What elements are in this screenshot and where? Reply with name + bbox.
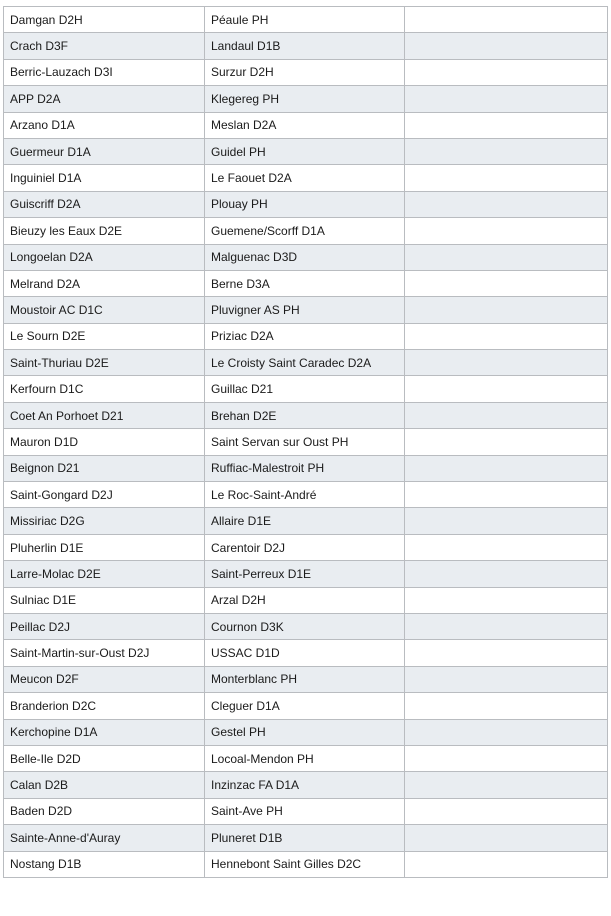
table-row (4, 534, 608, 560)
home-team-cell: Missiriac D2G (4, 508, 205, 534)
home-team-cell: Bieuzy les Eaux D2E (4, 218, 205, 244)
result-cell (405, 534, 608, 560)
table-row (4, 825, 608, 851)
home-team-cell: Crach D3F (4, 33, 205, 59)
result-cell (405, 508, 608, 534)
away-team-cell: Brehan D2E (205, 402, 405, 428)
home-team-cell: Calan D2B (4, 772, 205, 798)
result-cell (405, 86, 608, 112)
home-team-cell: Coet An Porhoet D21 (4, 402, 205, 428)
away-team-cell: Klegereg PH (205, 86, 405, 112)
table-row (4, 693, 608, 719)
away-team-cell: Pluneret D1B (205, 825, 405, 851)
result-cell (405, 719, 608, 745)
table-row (4, 455, 608, 481)
result-cell (405, 745, 608, 771)
home-team-cell: Branderion D2C (4, 693, 205, 719)
away-team-cell: Cleguer D1A (205, 693, 405, 719)
home-team-cell: Inguiniel D1A (4, 165, 205, 191)
result-cell (405, 402, 608, 428)
result-cell (405, 350, 608, 376)
table-row (4, 640, 608, 666)
home-team-cell: Peillac D2J (4, 613, 205, 639)
home-team-cell: APP D2A (4, 86, 205, 112)
result-cell (405, 851, 608, 877)
result-cell (405, 613, 608, 639)
away-team-cell: Ruffiac-Malestroit PH (205, 455, 405, 481)
away-team-cell: Locoal-Mendon PH (205, 745, 405, 771)
result-cell (405, 693, 608, 719)
away-team-cell: Gestel PH (205, 719, 405, 745)
home-team-cell: Belle-Ile D2D (4, 745, 205, 771)
table-row (4, 112, 608, 138)
table-row (4, 33, 608, 59)
result-cell (405, 270, 608, 296)
table-row (4, 613, 608, 639)
home-team-cell: Melrand D2A (4, 270, 205, 296)
table-row (4, 323, 608, 349)
result-cell (405, 825, 608, 851)
table-row (4, 772, 608, 798)
table-row (4, 86, 608, 112)
table-row (4, 7, 608, 33)
table-row (4, 587, 608, 613)
table-row (4, 851, 608, 877)
home-team-cell: Nostang D1B (4, 851, 205, 877)
home-team-cell: Beignon D21 (4, 455, 205, 481)
away-team-cell: Le Faouet D2A (205, 165, 405, 191)
table-row (4, 666, 608, 692)
away-team-cell: Saint-Perreux D1E (205, 561, 405, 587)
result-cell (405, 59, 608, 85)
table-row (4, 138, 608, 164)
table-row (4, 59, 608, 85)
match-table (3, 6, 608, 878)
table-body (4, 7, 608, 878)
result-cell (405, 112, 608, 138)
result-cell (405, 666, 608, 692)
home-team-cell: Moustoir AC D1C (4, 297, 205, 323)
home-team-cell: Damgan D2H (4, 7, 205, 33)
table-row (4, 561, 608, 587)
away-team-cell: Allaire D1E (205, 508, 405, 534)
table-row (4, 218, 608, 244)
table-row (4, 244, 608, 270)
home-team-cell: Longoelan D2A (4, 244, 205, 270)
home-team-cell: Larre-Molac D2E (4, 561, 205, 587)
away-team-cell: Le Croisty Saint Caradec D2A (205, 350, 405, 376)
table-row (4, 402, 608, 428)
away-team-cell: Arzal D2H (205, 587, 405, 613)
home-team-cell: Saint-Gongard D2J (4, 482, 205, 508)
away-team-cell: Guidel PH (205, 138, 405, 164)
result-cell (405, 429, 608, 455)
away-team-cell: Surzur D2H (205, 59, 405, 85)
table-row (4, 165, 608, 191)
table-row (4, 350, 608, 376)
table-row (4, 297, 608, 323)
away-team-cell: Péaule PH (205, 7, 405, 33)
result-cell (405, 798, 608, 824)
table-row (4, 191, 608, 217)
away-team-cell: Malguenac D3D (205, 244, 405, 270)
away-team-cell: Inzinzac FA D1A (205, 772, 405, 798)
away-team-cell: Hennebont Saint Gilles D2C (205, 851, 405, 877)
home-team-cell: Sulniac D1E (4, 587, 205, 613)
result-cell (405, 772, 608, 798)
away-team-cell: Saint-Ave PH (205, 798, 405, 824)
away-team-cell: Cournon D3K (205, 613, 405, 639)
result-cell (405, 33, 608, 59)
result-cell (405, 587, 608, 613)
result-cell (405, 244, 608, 270)
home-team-cell: Baden D2D (4, 798, 205, 824)
result-cell (405, 640, 608, 666)
result-cell (405, 297, 608, 323)
home-team-cell: Guiscriff D2A (4, 191, 205, 217)
home-team-cell: Pluherlin D1E (4, 534, 205, 560)
table-row (4, 719, 608, 745)
result-cell (405, 165, 608, 191)
away-team-cell: Priziac D2A (205, 323, 405, 349)
table-row (4, 270, 608, 296)
table-row (4, 376, 608, 402)
home-team-cell: Saint-Thuriau D2E (4, 350, 205, 376)
away-team-cell: Berne D3A (205, 270, 405, 296)
away-team-cell: Plouay PH (205, 191, 405, 217)
result-cell (405, 455, 608, 481)
result-cell (405, 482, 608, 508)
home-team-cell: Kerfourn D1C (4, 376, 205, 402)
result-cell (405, 218, 608, 244)
away-team-cell: USSAC D1D (205, 640, 405, 666)
result-cell (405, 376, 608, 402)
away-team-cell: Carentoir D2J (205, 534, 405, 560)
home-team-cell: Saint-Martin-sur-Oust D2J (4, 640, 205, 666)
home-team-cell: Le Sourn D2E (4, 323, 205, 349)
away-team-cell: Monterblanc PH (205, 666, 405, 692)
home-team-cell: Kerchopine D1A (4, 719, 205, 745)
home-team-cell: Sainte-Anne-d'Auray (4, 825, 205, 851)
away-team-cell: Landaul D1B (205, 33, 405, 59)
home-team-cell: Mauron D1D (4, 429, 205, 455)
home-team-cell: Berric-Lauzach D3I (4, 59, 205, 85)
away-team-cell: Pluvigner AS PH (205, 297, 405, 323)
result-cell (405, 138, 608, 164)
away-team-cell: Meslan D2A (205, 112, 405, 138)
table-row (4, 429, 608, 455)
result-cell (405, 323, 608, 349)
home-team-cell: Guermeur D1A (4, 138, 205, 164)
away-team-cell: Le Roc-Saint-André (205, 482, 405, 508)
home-team-cell: Meucon D2F (4, 666, 205, 692)
home-team-cell: Arzano D1A (4, 112, 205, 138)
result-cell (405, 7, 608, 33)
result-cell (405, 191, 608, 217)
table-row (4, 508, 608, 534)
away-team-cell: Guemene/Scorff D1A (205, 218, 405, 244)
table-row (4, 482, 608, 508)
away-team-cell: Saint Servan sur Oust PH (205, 429, 405, 455)
table-row (4, 798, 608, 824)
table-row (4, 745, 608, 771)
away-team-cell: Guillac D21 (205, 376, 405, 402)
result-cell (405, 561, 608, 587)
